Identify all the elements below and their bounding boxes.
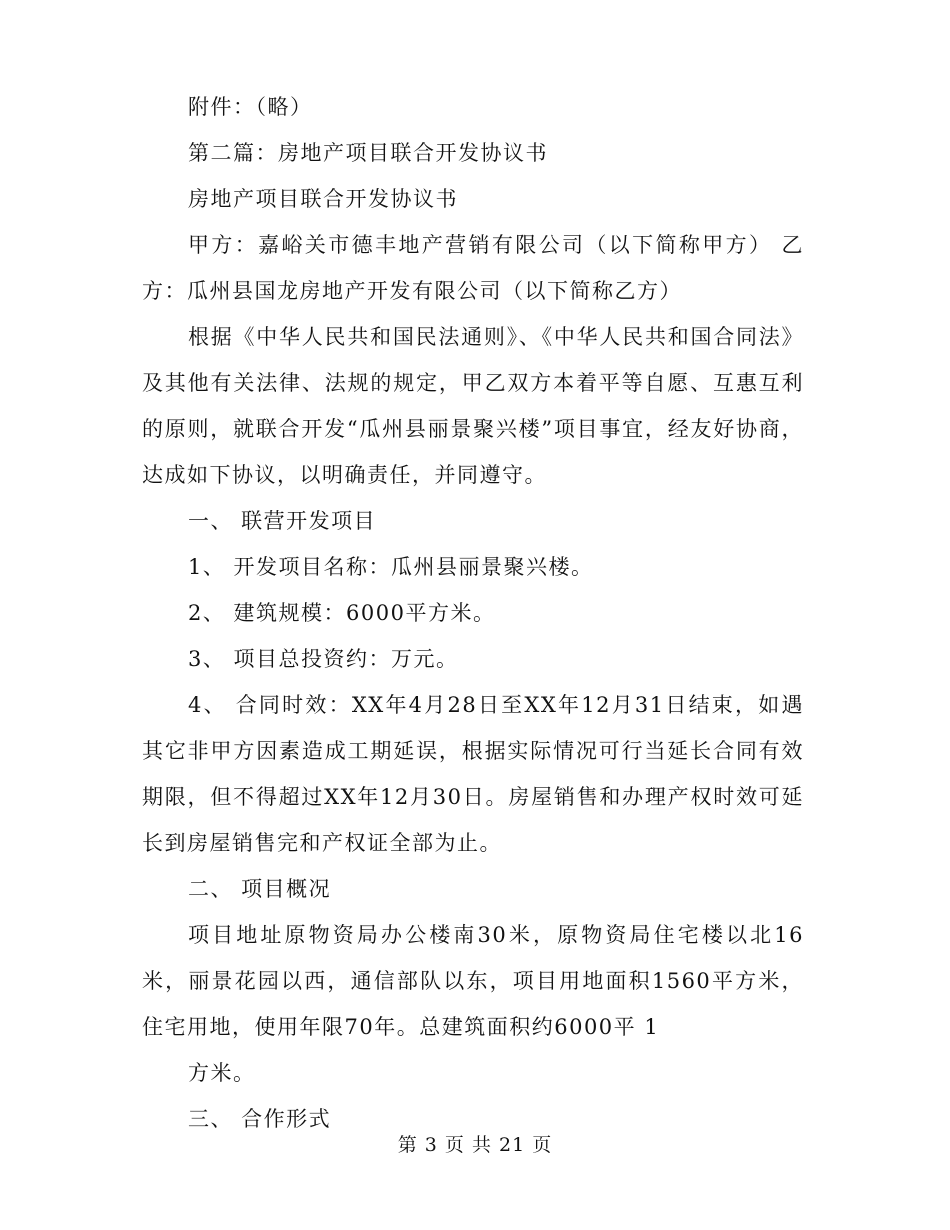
project-overview-continuation: 方米。 [188,1061,256,1085]
document-body [142,84,804,1142]
attachment-note: 附件：（略） [188,95,313,119]
section-heading-1: 一、 联营开发项目 [188,509,377,533]
section-heading-3: 三、 合作形式 [188,1107,332,1131]
clause-1-4: 4、 合同时效：XX年4月28日至XX年12月31日结束，如遇其它非甲方因素造成工期延误，根据实际情况可行当延长合同有效期限，但不得超过XX年12月30日。房屋销售和办理产权时效可延长到房屋销售完和产权证全部为止。 [142,693,804,855]
clause-1-3: 3、 项目总投资约：万元。 [188,647,459,671]
project-overview-paragraph: 项目地址原物资局办公楼南30米，原物资局住宅楼以北16米，丽景花园以西，通信部队以东，项目用地面积1560平方米，住宅用地，使用年限70年。总建筑面积约6000平 1 [142,923,804,1039]
parties-paragraph: 甲方：嘉峪关市德丰地产营销有限公司（以下简称甲方） 乙方：瓜州县国龙房地产开发有限公司（以下简称乙方） [142,233,804,303]
chapter-heading: 第二篇：房地产项目联合开发协议书 [188,141,548,165]
agreement-title: 房地产项目联合开发协议书 [188,187,458,211]
section-heading-2: 二、 项目概况 [188,877,332,901]
page-number-footer: 第 3 页 共 21 页 [397,1134,553,1156]
clause-1-1: 1、 开发项目名称：瓜州县丽景聚兴楼。 [188,555,594,579]
clause-1-2: 2、 建筑规模：6000平方米。 [188,601,496,625]
preamble-paragraph: 根据《中华人民共和国民法通则》、《中华人民共和国合同法》及其他有关法律、法规的规定，甲乙双方本着平等自愿、互惠互利的原则，就联合开发“瓜州县丽景聚兴楼”项目事宜，经友好协商，达成如下协议，以明确责任，并同遵守。 [142,325,804,487]
